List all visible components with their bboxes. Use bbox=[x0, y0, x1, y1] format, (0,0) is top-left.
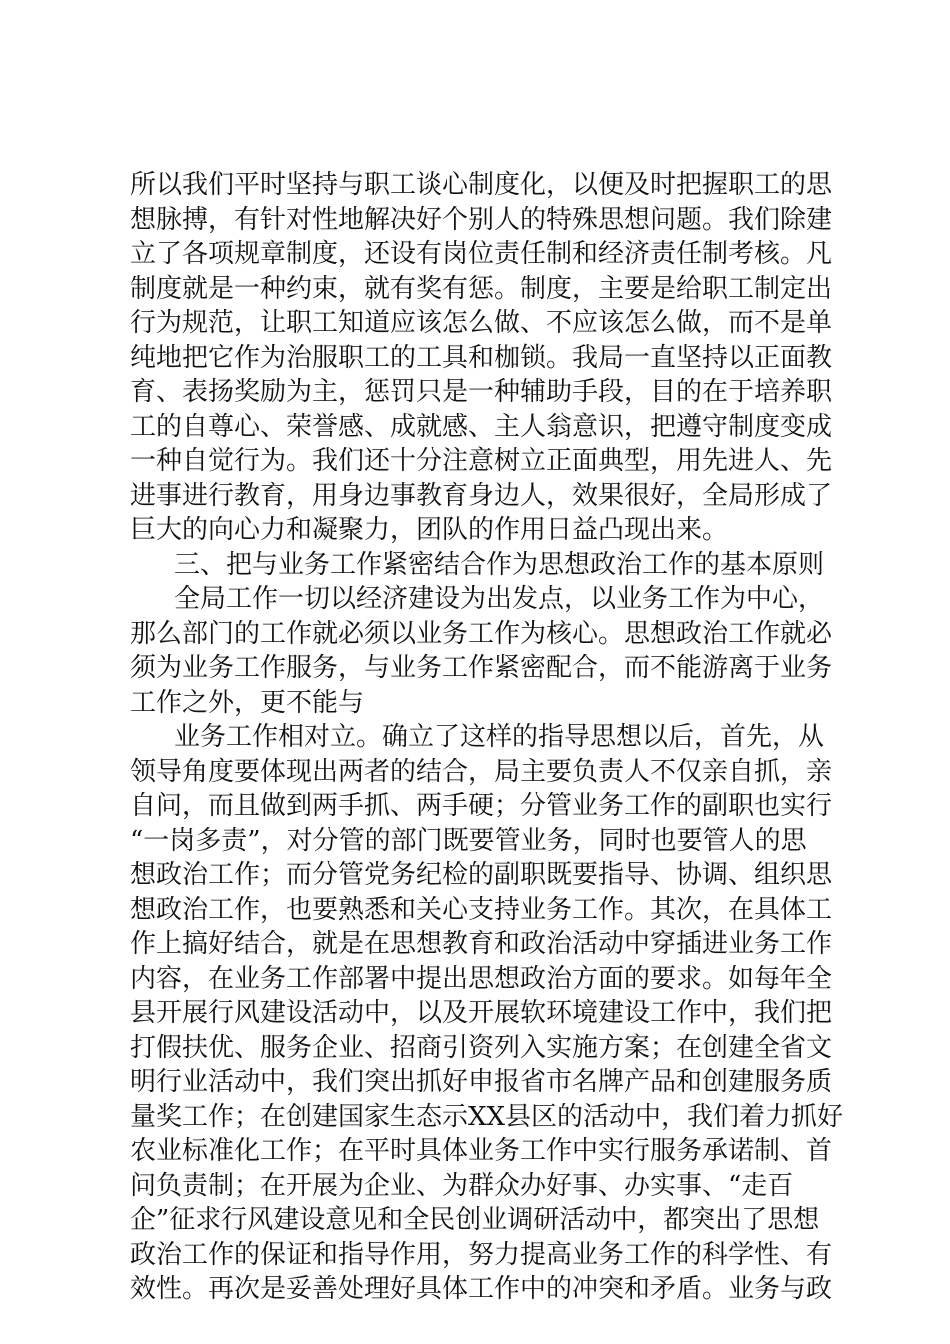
text-line: 育、表扬奖励为主，惩罚只是一种辅助手段，目的在于培养职 bbox=[130, 377, 833, 407]
text-line: 量奖工作；在创建国家生态示XX县区的活动中，我们着力抓好 bbox=[130, 1101, 844, 1132]
text-line: 想政治工作，也要熟悉和关心支持业务工作。其次，在具体工 bbox=[130, 894, 833, 925]
text-line: 想政治工作；而分管党务纪检的副职既要指导、协调、组织思 bbox=[130, 860, 833, 890]
text-line: 进事进行教育，用身边事教育身边人，效果很好，全局形成了 bbox=[130, 480, 833, 511]
text-line: 问负责制；在开展为企业、为群众办好事、办实事、“走百 bbox=[130, 1170, 794, 1201]
text-line: 打假扶优、服务企业、招商引资列入实施方案；在创建全省文 bbox=[130, 1032, 833, 1063]
text-line: 工作之外，更不能与 bbox=[130, 687, 365, 718]
text-line: 全局工作一切以经济建设为出发点，以业务工作为中心， bbox=[174, 584, 825, 614]
text-line: 自问，而且做到两手抓、两手硬；分管业务工作的副职也实行 bbox=[130, 791, 833, 821]
text-line: 作上搞好结合，就是在思想教育和政治活动中穿插进业务工作 bbox=[130, 929, 833, 959]
text-line: 政治工作的保证和指导作用，努力提高业务工作的科学性、有 bbox=[130, 1239, 833, 1270]
text-line: 一种自觉行为。我们还十分注意树立正面典型，用先进人、先 bbox=[130, 446, 833, 476]
text-line: 业务工作相对立。确立了这样的指导思想以后，首先，从 bbox=[174, 722, 825, 752]
text-line: 内容，在业务工作部署中提出思想政治方面的要求。如每年全 bbox=[130, 963, 833, 994]
text-line: 领导角度要体现出两者的结合，局主要负责人不仅亲自抓，亲 bbox=[130, 756, 833, 787]
text-line: 效性。再次是妥善处理好具体工作中的冲突和矛盾。业务与政 bbox=[130, 1274, 833, 1304]
text-line: 制度就是一种约束，就有奖有惩。制度，主要是给职工制定出 bbox=[130, 273, 833, 304]
text-line: 想脉搏，有针对性地解决好个别人的特殊思想问题。我们除建 bbox=[130, 204, 833, 235]
text-line: 那么部门的工作就必须以业务工作为核心。思想政治工作就必 bbox=[130, 618, 833, 649]
text-line: “一岗多责”，对分管的部门既要管业务，同时也要管人的思 bbox=[130, 825, 807, 856]
text-line: 工的自尊心、荣誉感、成就感、主人翁意识，把遵守制度变成 bbox=[130, 411, 833, 442]
text-line: 行为规范，让职工知道应该怎么做、不应该怎么做，而不是单 bbox=[130, 308, 833, 338]
text-line: 企”征求行风建设意见和全民创业调研活动中，都突出了思想 bbox=[130, 1205, 820, 1235]
text-line: 明行业活动中，我们突出抓好申报省市名牌产品和创建服务质 bbox=[130, 1067, 833, 1097]
text-line: 立了各项规章制度，还设有岗位责任制和经济责任制考核。凡 bbox=[130, 239, 833, 269]
section-heading: 三、把与业务工作紧密结合作为思想政治工作的基本原则 bbox=[174, 549, 825, 580]
text-line: 纯地把它作为治服职工的工具和枷锁。我局一直坚持以正面教 bbox=[130, 342, 833, 373]
text-line: 巨大的向心力和凝聚力，团队的作用日益凸现出来。 bbox=[130, 515, 729, 545]
text-line: 须为业务工作服务，与业务工作紧密配合，而不能游离于业务 bbox=[130, 653, 833, 683]
text-line: 农业标准化工作；在平时具体业务工作中实行服务承诺制、首 bbox=[130, 1136, 833, 1166]
text-line: 县开展行风建设活动中，以及开展软环境建设工作中，我们把 bbox=[130, 998, 833, 1028]
text-line: 所以我们平时坚持与职工谈心制度化，以便及时把握职工的思 bbox=[130, 170, 833, 200]
document-body bbox=[130, 168, 844, 1307]
